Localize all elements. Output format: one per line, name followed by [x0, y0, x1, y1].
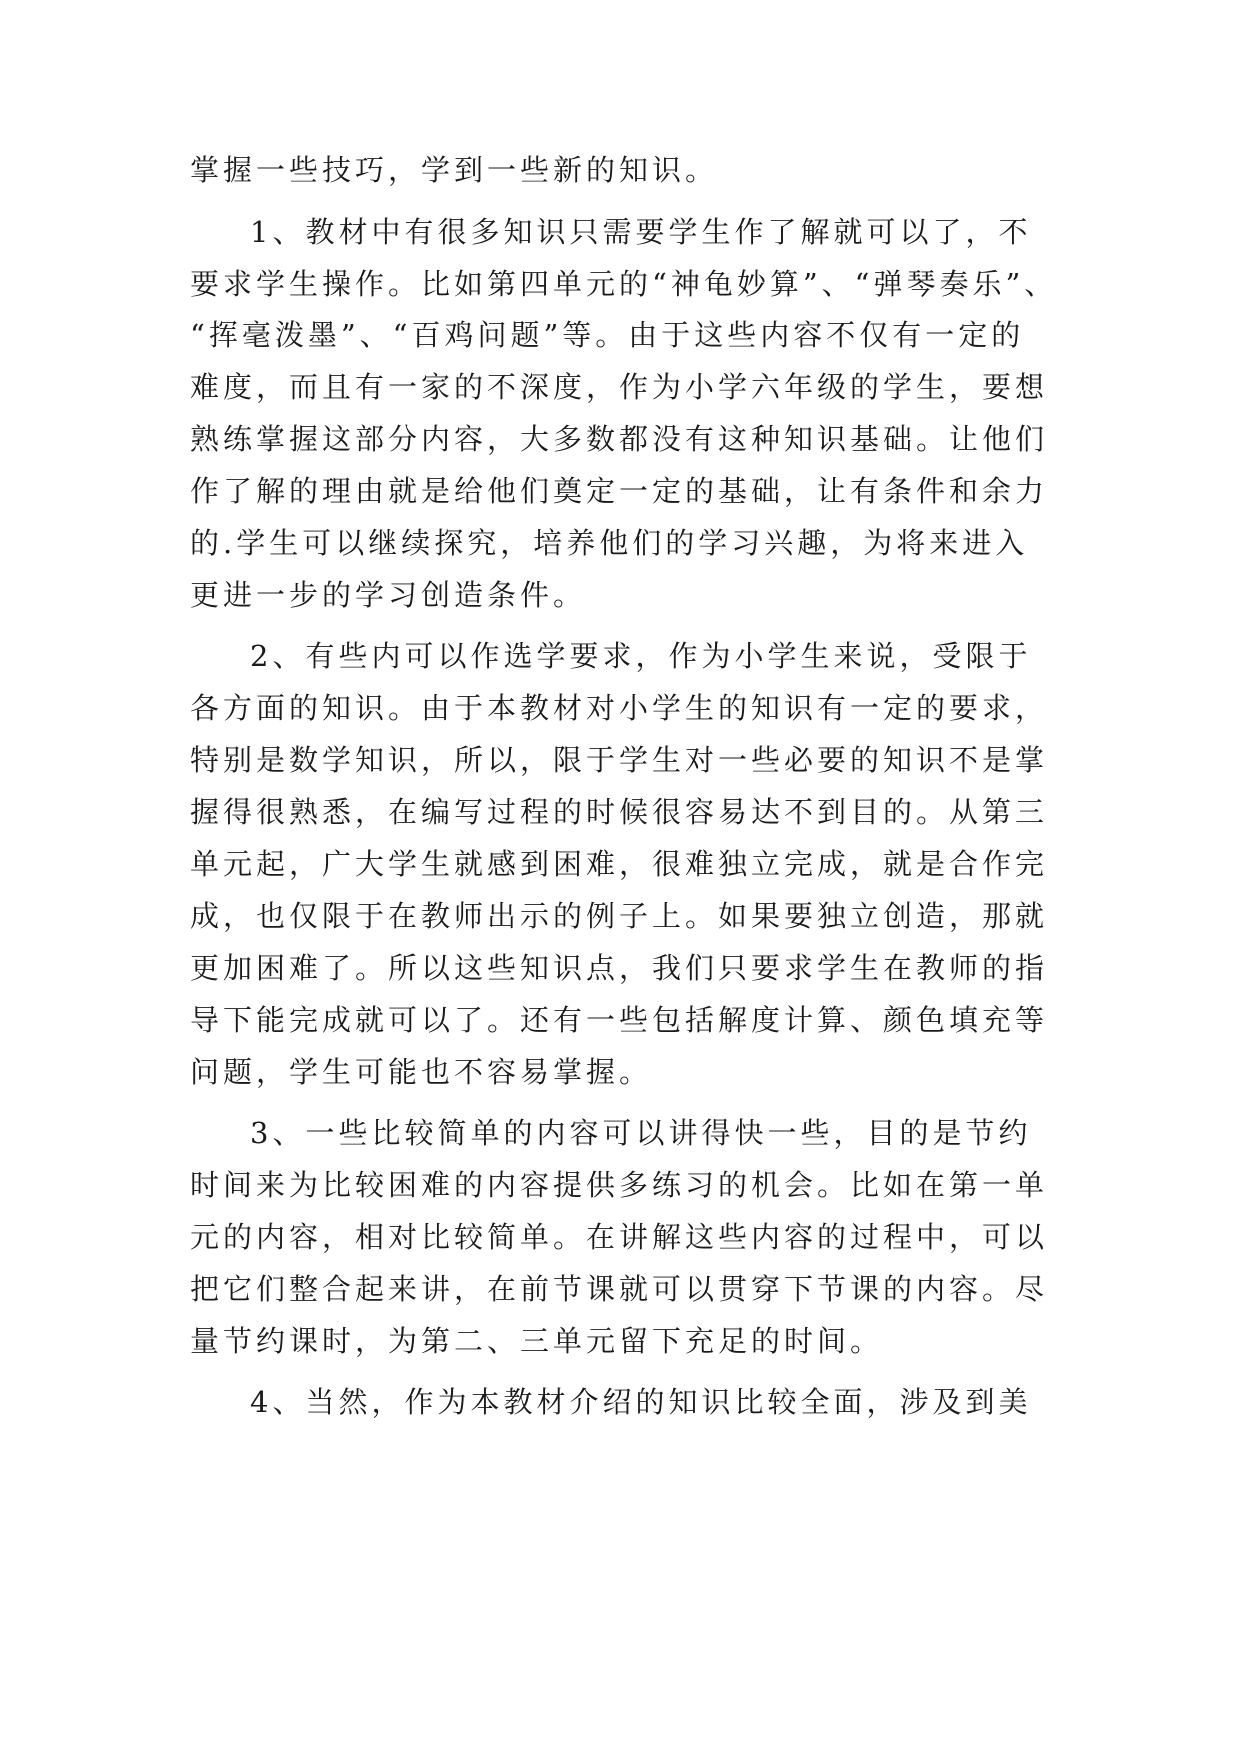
text-line: 把它们整合起来讲，在前节课就可以贯穿下节课的内容。尽: [190, 1272, 1049, 1306]
text-line: 难度，而且有一家的不深度，作为小学六年级的学生，要想: [190, 370, 1049, 404]
text-line: 量节约课时，为第二、三单元留下充足的时间。: [190, 1324, 884, 1358]
text-line: 特别是数学知识，所以，限于学生对一些必要的知识不是掌: [190, 743, 1049, 777]
text-line: 单元起，广大学生就感到困难，很难独立完成，就是合作完: [190, 847, 1049, 881]
text-line: 握得很熟悉，在编写过程的时候很容易达不到目的。从第三: [190, 795, 1049, 829]
paragraph-1-start: 1、教材中有很多知识只需要学生作了解就可以了，不: [250, 215, 1032, 249]
text-line: 掌握一些技巧，学到一些新的知识。: [190, 153, 719, 187]
paragraph-2-start: 2、有些内可以作选学要求，作为小学生来说，受限于: [250, 639, 1032, 673]
text-line: 要求学生操作。比如第四单元的“神龟妙算”、“弹琴奏乐”、: [190, 267, 1058, 301]
text-line: 问题，学生可能也不容易掌握。: [190, 1055, 653, 1089]
text-line: 时间来为比较困难的内容提供多练习的机会。比如在第一单: [190, 1168, 1049, 1202]
text-line: 的.学生可以继续探究，培养他们的学习兴趣，为将来进入: [190, 526, 1029, 560]
text-line: 作了解的理由就是给他们奠定一定的基础，让有条件和余力: [190, 474, 1049, 508]
paragraph-4-start: 4、当然，作为本教材介绍的知识比较全面，涉及到美: [250, 1385, 1032, 1419]
text-line: 各方面的知识。由于本教材对小学生的知识有一定的要求，: [190, 691, 1049, 725]
text-line: 熟练掌握这部分内容，大多数都没有这种知识基础。让他们: [190, 422, 1049, 456]
text-line: 更进一步的学习创造条件。: [190, 578, 587, 612]
paragraph-3-start: 3、一些比较简单的内容可以讲得快一些，目的是节约: [250, 1116, 1032, 1150]
text-line: 导下能完成就可以了。还有一些包括解度计算、颜色填充等: [190, 1003, 1049, 1037]
text-line: 更加困难了。所以这些知识点，我们只要求学生在教师的指: [190, 951, 1049, 985]
text-line: 成，也仅限于在教师出示的例子上。如果要独立创造，那就: [190, 899, 1049, 933]
text-line: 元的内容，相对比较简单。在讲解这些内容的过程中，可以: [190, 1220, 1049, 1254]
text-line: “挥毫泼墨”、“百鸡问题”等。由于这些内容不仅有一定的: [190, 318, 1025, 352]
